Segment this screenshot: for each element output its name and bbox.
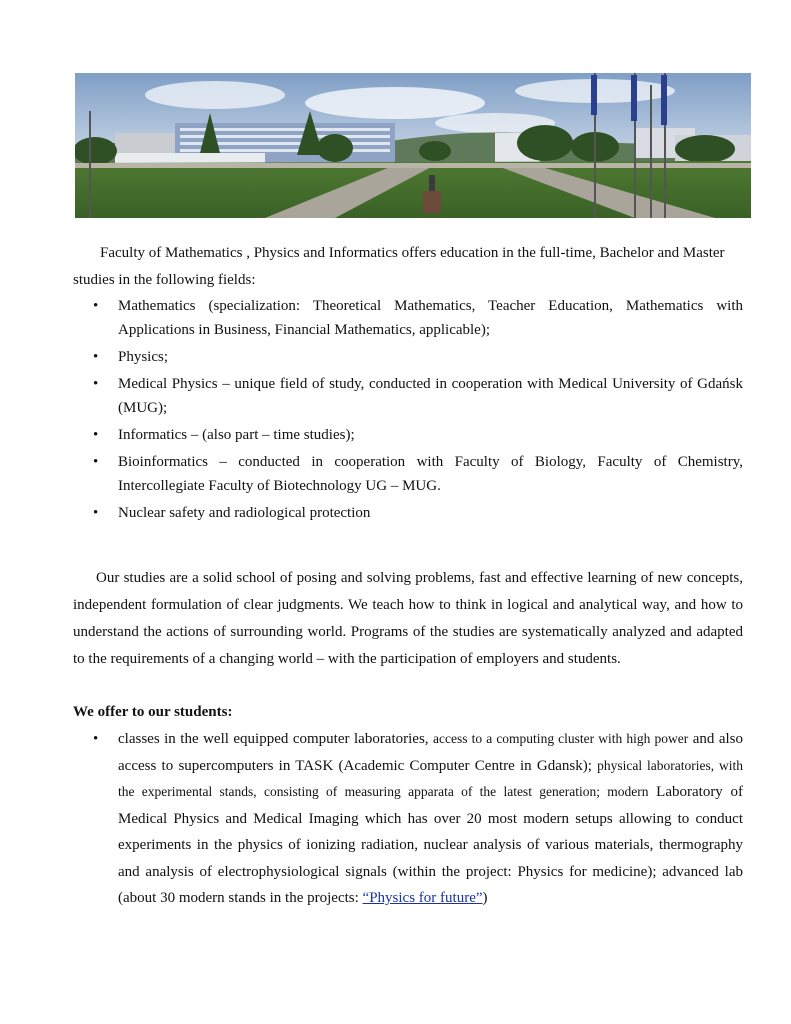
list-item: • Medical Physics – unique field of study, conducted in cooperation with Medical University of Gdańsk (MUG); [73, 372, 743, 420]
bullet-icon: • [93, 349, 99, 365]
list-item: • Bioinformatics – conducted in cooperation with Faculty of Biology, Faculty of Chemistry, Intercollegiate Faculty of Biotechnology UG – MUG. [73, 450, 743, 498]
studies-paragraph: Our studies are a solid school of posing and solving problems, fast and effective learning of new concepts, independent formulation of clear judgments. We teach how to think in logical and analytical way, and how to understand the actions of surrounding world. Programs of the studies are systematically analyzed and adapted to the requirements of a changing world – with the participation of employers and students. [73, 570, 743, 667]
list-item: • Mathematics (specialization: Theoretical Mathematics, Teacher Education, Mathematics with Applications in Business, Financial Mathematics, applicable); [73, 294, 743, 342]
bullet-icon: • [93, 427, 99, 443]
physics-for-future-link[interactable]: “Physics for future” [362, 890, 483, 906]
bullet-icon: • [93, 376, 99, 392]
list-item: • Physics; [73, 345, 743, 369]
list-item: • classes in the well equipped computer laboratories, access to a computing cluster with high power and also access to supercomputers in TASK (Academic Computer Centre in Gdansk); physical laboratories, with the experimental stands, consisting of measuring apparata of the latest generation; modern Laboratory of Medical Physics and Medical Imaging which has over 20 most modern setups allowing to conduct experiments in the physics of ionizing radiation, nuclear analysis of various materials, thermography and analysis of electrophysiological signals (within the project: Physics for medicine); advanced lab (about 30 modern stands in the projects: “Physics for future”) [73, 726, 743, 912]
document-body [73, 240, 743, 912]
campus-panorama-photo [75, 73, 751, 218]
list-item: • Informatics – (also part – time studies); [73, 423, 743, 447]
offer-heading: We offer to our students: [73, 704, 233, 720]
bullet-icon: • [93, 298, 99, 314]
offer-list [73, 726, 743, 912]
bullet-icon: • [93, 454, 99, 470]
fields-list [73, 294, 743, 525]
bullet-icon: • [93, 505, 99, 521]
list-item: • Nuclear safety and radiological protection [73, 501, 743, 525]
intro-paragraph: Faculty of Mathematics , Physics and Informatics offers education in the full-time, Bachelor and Master studies in the following fields: [73, 245, 725, 288]
bullet-icon: • [93, 731, 99, 747]
